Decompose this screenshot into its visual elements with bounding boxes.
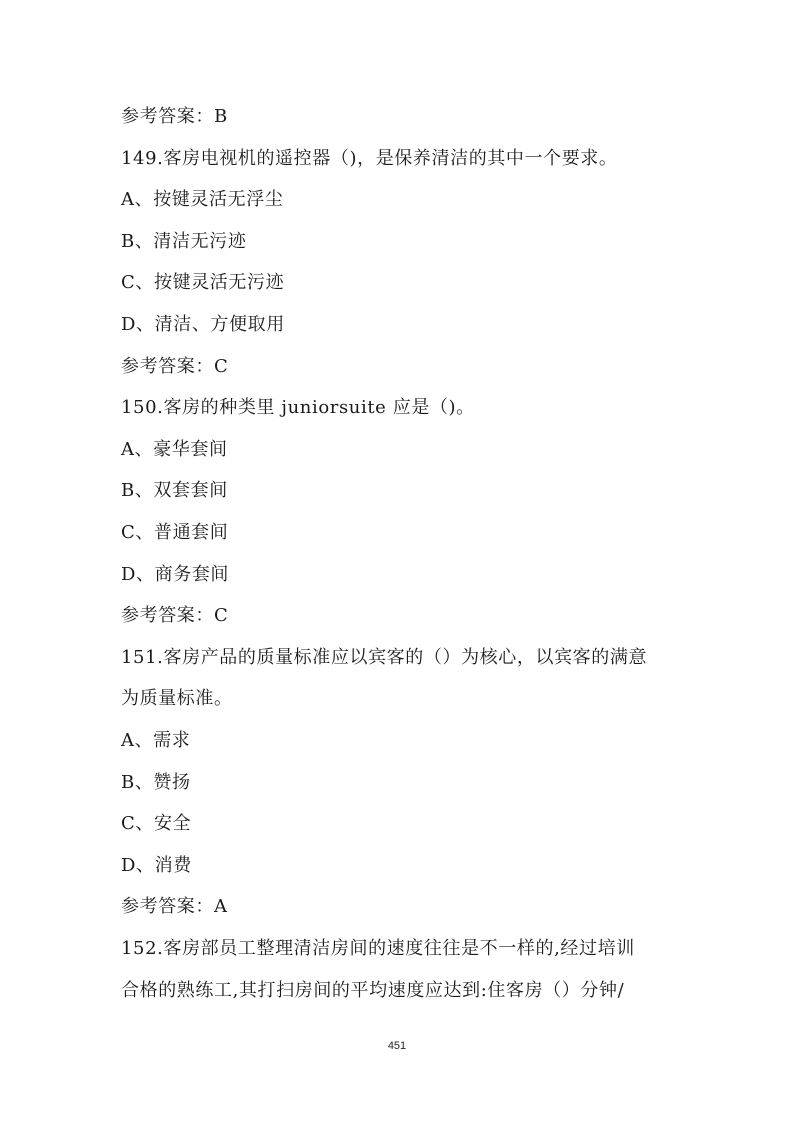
option-151-b: B、赞扬 [121,772,191,793]
answer-151: 参考答案：A [121,896,228,917]
option-150-c: C、普通套间 [121,522,229,543]
answer-150: 参考答案：C [121,605,229,626]
option-149-b: B、清洁无污迹 [121,231,247,252]
option-151-a: A、需求 [121,730,191,751]
option-150-a: A、豪华套间 [121,439,228,460]
option-151-c: C、安全 [121,813,192,834]
option-150-b: B、双套套间 [121,480,228,501]
option-151-d: D、消费 [121,855,192,876]
question-151-line-1: 151.客房产品的质量标准应以宾客的（）为核心，以宾客的满意 [121,647,648,668]
page-number: 451 [387,1040,407,1052]
question-152-line-1: 152.客房部员工整理清洁房间的速度往往是不一样的,经过培训 [121,938,635,959]
answer-149: 参考答案：C [121,356,229,377]
question-151-line-2: 为质量标准。 [121,688,233,709]
option-150-d: D、商务套间 [121,564,230,585]
option-149-c: C、按键灵活无污迹 [121,272,285,293]
option-149-d: D、清洁、方便取用 [121,314,285,335]
question-149: 149.客房电视机的遥控器（)，是保养清洁的其中一个要求。 [121,148,618,169]
option-149-a: A、按键灵活无浮尘 [121,189,284,210]
answer-148: 参考答案：B [121,106,228,127]
question-150: 150.客房的种类里 juniorsuite 应是（)。 [121,397,475,418]
question-152-line-2: 合格的熟练工,其打扫房间的平均速度应达到:住客房（）分钟/ [121,980,625,1001]
